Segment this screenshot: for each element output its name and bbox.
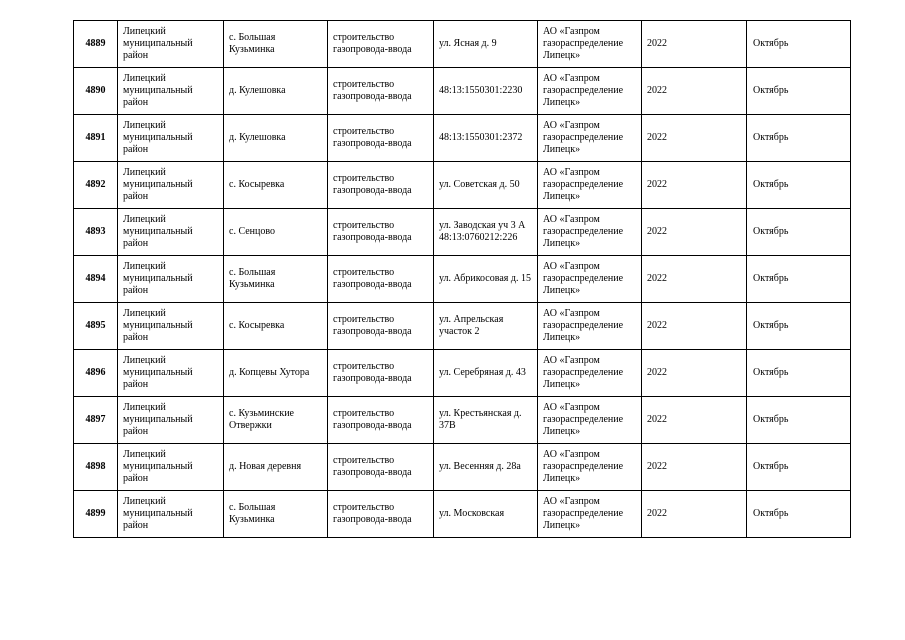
organization-cell: АО «Газпром газораспределение Липецк» <box>538 115 642 162</box>
locality-cell: д. Копцевы Хутора <box>224 350 328 397</box>
district-cell: Липецкий муниципальный район <box>118 115 224 162</box>
month-cell: Октябрь <box>747 350 851 397</box>
district-cell: Липецкий муниципальный район <box>118 68 224 115</box>
table-row <box>74 209 851 256</box>
month-cell: Октябрь <box>747 256 851 303</box>
year-cell: 2022 <box>642 68 747 115</box>
table-row <box>74 350 851 397</box>
address-cell: ул. Весенняя д. 28а <box>434 444 538 491</box>
table-row <box>74 303 851 350</box>
year-cell: 2022 <box>642 444 747 491</box>
address-cell: ул. Московская <box>434 491 538 538</box>
locality-cell: с. Косыревка <box>224 162 328 209</box>
year-cell: 2022 <box>642 397 747 444</box>
year-cell: 2022 <box>642 162 747 209</box>
row-number-cell: 4896 <box>74 350 118 397</box>
organization-cell: АО «Газпром газораспределение Липецк» <box>538 21 642 68</box>
work-type-cell: строительство газопровода-ввода <box>328 256 434 303</box>
address-cell: ул. Серебряная д. 43 <box>434 350 538 397</box>
district-cell: Липецкий муниципальный район <box>118 256 224 303</box>
row-number-cell: 4889 <box>74 21 118 68</box>
locality-cell: с. Сенцово <box>224 209 328 256</box>
district-cell: Липецкий муниципальный район <box>118 162 224 209</box>
organization-cell: АО «Газпром газораспределение Липецк» <box>538 303 642 350</box>
locality-cell: с. Кузьминские Отвержки <box>224 397 328 444</box>
district-cell: Липецкий муниципальный район <box>118 397 224 444</box>
organization-cell: АО «Газпром газораспределение Липецк» <box>538 256 642 303</box>
table-row <box>74 115 851 162</box>
work-type-cell: строительство газопровода-ввода <box>328 209 434 256</box>
table-row <box>74 491 851 538</box>
locality-cell: д. Новая деревня <box>224 444 328 491</box>
table-row <box>74 68 851 115</box>
row-number-cell: 4892 <box>74 162 118 209</box>
locality-cell: д. Кулешовка <box>224 115 328 162</box>
year-cell: 2022 <box>642 115 747 162</box>
month-cell: Октябрь <box>747 209 851 256</box>
month-cell: Октябрь <box>747 491 851 538</box>
year-cell: 2022 <box>642 350 747 397</box>
row-number-cell: 4894 <box>74 256 118 303</box>
month-cell: Октябрь <box>747 68 851 115</box>
month-cell: Октябрь <box>747 21 851 68</box>
month-cell: Октябрь <box>747 303 851 350</box>
organization-cell: АО «Газпром газораспределение Липецк» <box>538 209 642 256</box>
row-number-cell: 4895 <box>74 303 118 350</box>
address-cell: ул. Ясная д. 9 <box>434 21 538 68</box>
month-cell: Октябрь <box>747 115 851 162</box>
address-cell: ул. Заводская уч 3 А 48:13:0760212:226 <box>434 209 538 256</box>
row-number-cell: 4893 <box>74 209 118 256</box>
table-row <box>74 162 851 209</box>
organization-cell: АО «Газпром газораспределение Липецк» <box>538 491 642 538</box>
year-cell: 2022 <box>642 256 747 303</box>
address-cell: ул. Советская д. 50 <box>434 162 538 209</box>
work-type-cell: строительство газопровода-ввода <box>328 397 434 444</box>
table-row <box>74 444 851 491</box>
organization-cell: АО «Газпром газораспределение Липецк» <box>538 68 642 115</box>
address-cell: 48:13:1550301:2230 <box>434 68 538 115</box>
table-body <box>74 21 851 538</box>
table-row <box>74 397 851 444</box>
year-cell: 2022 <box>642 209 747 256</box>
organization-cell: АО «Газпром газораспределение Липецк» <box>538 350 642 397</box>
district-cell: Липецкий муниципальный район <box>118 21 224 68</box>
district-cell: Липецкий муниципальный район <box>118 303 224 350</box>
row-number-cell: 4899 <box>74 491 118 538</box>
organization-cell: АО «Газпром газораспределение Липецк» <box>538 444 642 491</box>
gasification-schedule-table <box>73 20 851 538</box>
district-cell: Липецкий муниципальный район <box>118 444 224 491</box>
table-row <box>74 256 851 303</box>
work-type-cell: строительство газопровода-ввода <box>328 303 434 350</box>
work-type-cell: строительство газопровода-ввода <box>328 162 434 209</box>
organization-cell: АО «Газпром газораспределение Липецк» <box>538 397 642 444</box>
district-cell: Липецкий муниципальный район <box>118 491 224 538</box>
work-type-cell: строительство газопровода-ввода <box>328 68 434 115</box>
organization-cell: АО «Газпром газораспределение Липецк» <box>538 162 642 209</box>
locality-cell: с. Большая Кузьминка <box>224 256 328 303</box>
locality-cell: с. Большая Кузьминка <box>224 491 328 538</box>
locality-cell: с. Большая Кузьминка <box>224 21 328 68</box>
row-number-cell: 4897 <box>74 397 118 444</box>
work-type-cell: строительство газопровода-ввода <box>328 491 434 538</box>
work-type-cell: строительство газопровода-ввода <box>328 21 434 68</box>
district-cell: Липецкий муниципальный район <box>118 209 224 256</box>
locality-cell: д. Кулешовка <box>224 68 328 115</box>
address-cell: 48:13:1550301:2372 <box>434 115 538 162</box>
address-cell: ул. Абрикосовая д. 15 <box>434 256 538 303</box>
address-cell: ул. Апрельская участок 2 <box>434 303 538 350</box>
month-cell: Октябрь <box>747 162 851 209</box>
work-type-cell: строительство газопровода-ввода <box>328 115 434 162</box>
locality-cell: с. Косыревка <box>224 303 328 350</box>
row-number-cell: 4898 <box>74 444 118 491</box>
address-cell: ул. Крестьянская д. 37В <box>434 397 538 444</box>
month-cell: Октябрь <box>747 397 851 444</box>
table-row <box>74 21 851 68</box>
work-type-cell: строительство газопровода-ввода <box>328 444 434 491</box>
year-cell: 2022 <box>642 491 747 538</box>
row-number-cell: 4890 <box>74 68 118 115</box>
work-type-cell: строительство газопровода-ввода <box>328 350 434 397</box>
year-cell: 2022 <box>642 21 747 68</box>
row-number-cell: 4891 <box>74 115 118 162</box>
district-cell: Липецкий муниципальный район <box>118 350 224 397</box>
year-cell: 2022 <box>642 303 747 350</box>
month-cell: Октябрь <box>747 444 851 491</box>
